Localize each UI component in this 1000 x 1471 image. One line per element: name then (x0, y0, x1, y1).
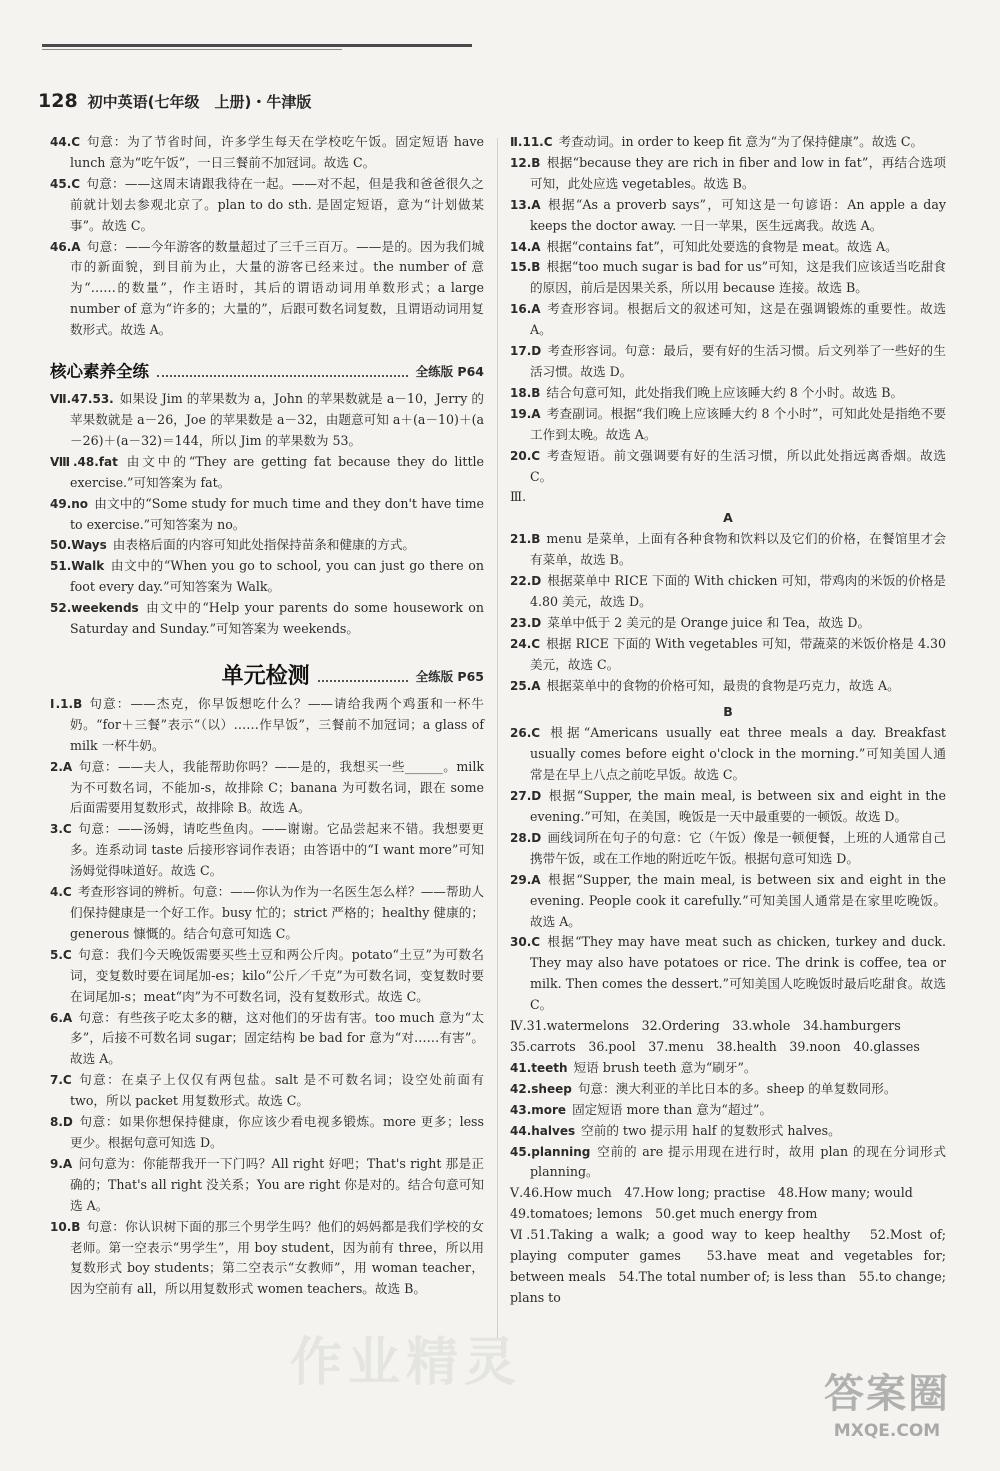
answer-text: 画线词所在句子的句意：它（午饭）像是一顿便餐，上班的人通常自己携带午饭，或在工作地的附近吃午饭。根据句意可知选 D。 (530, 829, 946, 866)
answer-number: 43.more (510, 1102, 567, 1117)
answer-number: 12.B (510, 155, 541, 170)
answer-text: 句意：如果你想保持健康，你应该少看电视多锻炼。more 更多；less 更少。根据句意可知选 D。 (70, 1114, 484, 1150)
answer-text: 固定短语 more than 意为“超过”。 (572, 1101, 773, 1117)
answer-text: 根据“Supper, the main meal, is between six and eight in the evening. People cook it carefully.”可知美国人通常是在家里吃晚饭。故选 A。 (530, 871, 946, 929)
right-column (510, 132, 946, 1309)
answer-item (50, 757, 484, 820)
answer-number: 50.Ways (50, 538, 107, 553)
answer-number: 27.D (510, 789, 542, 804)
answer-number: 42.sheep (510, 1081, 572, 1096)
answer-text: 根据“too much sugar is bad for us”可知，这是我们应该适当吃甜食的原因，前后是因果关系，所以用 because 连接。故选 B。 (530, 259, 946, 296)
answer-number: 49.no (50, 496, 89, 511)
answer-text: 短语 brush teeth 意为“刷牙”。 (573, 1059, 757, 1075)
answer-text: 句意：在桌子上仅仅有两包盐。salt 是不可数名词；设空处前面有 two，所以 packet 用复数形式。故选 C。 (70, 1072, 484, 1109)
answer-item (50, 882, 484, 945)
answer-number: 46.A (50, 239, 81, 254)
answer-text: 句意：——这周末请跟我待在一起。——对不起，但是我和爸爸很久之前就计划去参观北京了。plan to do sth. 是固定短语，意为“计划做某事”。故选 C。 (70, 175, 484, 233)
left-column (50, 132, 484, 1300)
answer-item (510, 1100, 946, 1121)
answer-text: 句意：澳大利亚的羊比日本的多。sheep 的单复数同形。 (577, 1080, 897, 1096)
answer-item (50, 1217, 484, 1301)
answer-text: 句意：——杰克，你早饭想吃什么？——请给我两个鸡蛋和一杯牛奶。“for＋三餐”表示“（以）……作早饭”，三餐前不加冠词；a glass of milk 一杯牛奶。 (70, 695, 485, 753)
answer-item (510, 1142, 946, 1184)
answer-number: Ⅷ.48.fat (50, 454, 118, 469)
answer-item (50, 1112, 484, 1154)
word-answers-line: 49.tomatoes; lemons 50.get much energy from (510, 1206, 818, 1222)
answer-item (510, 1121, 946, 1142)
answer-item (50, 174, 484, 237)
answer-text: 考查形容词。句意：最后，要有好的生活习惯。后文列举了一些好的生活习惯。故选 D。 (530, 343, 946, 379)
answer-text: 由文中的“When you go to school, you can just go there on foot every day.”可知答案为 Walk。 (70, 558, 484, 595)
section-title: 单元检测 (221, 664, 310, 690)
answer-text: 结合句意可知，此处指我们晚上应该睡大约 8 个小时。故选 B。 (546, 384, 904, 400)
answer-item (50, 535, 484, 556)
answer-text: 根据“because they are rich in fiber and low in fat”，再结合选项可知，此处应选 vegetables。故选 B。 (530, 154, 946, 191)
section-heading-core (50, 349, 484, 383)
answer-text: 考查动词。in order to keep fit 意为“为了保持健康”。故选 C。 (558, 134, 924, 149)
answer-text: 根据“As a proverb says”，可知这是一句谚语：An apple a day keeps the doctor away. 一日一苹果，医生远离我。故选 A。 (530, 196, 946, 233)
answer-text: 空前的 are 提示用现在进行时，故用 plan 的现在分词形式 planning。 (530, 1143, 946, 1180)
answer-text: 菜单中低于 2 美元的是 Orange juice 和 Tea，故选 D。 (547, 614, 871, 630)
answer-text: 根据“Supper, the main meal, is between six and eight in the evening.”可知，在美国，晚饭是一天中最重要的一顿饭。故选 D。 (530, 788, 946, 824)
section-heading-unit-test (50, 654, 484, 688)
answer-number: Ⅰ.1.B (50, 696, 83, 711)
answer-item (50, 237, 484, 342)
answer-number: 4.C (50, 885, 72, 900)
answer-item (510, 613, 946, 634)
answer-number: 2.A (50, 759, 73, 774)
dotted-leader (157, 375, 408, 377)
answer-group-cloze (510, 132, 946, 487)
answer-text: 根据“They may have meat such as chicken, turkey and duck. They may also have potatoes or rice. The drink is coffee, tea or milk. Then comes the dessert.”可知美国人吃晚饭时最后吃甜食。故选 C。 (530, 934, 946, 1013)
answer-item (510, 195, 946, 237)
answer-number: 6.A (50, 1010, 73, 1025)
answer-number: 10.B (50, 1219, 81, 1234)
section-page-ref: 全练版 P64 (415, 364, 484, 380)
answer-item (510, 1079, 946, 1100)
answer-number: 44.C (50, 135, 81, 149)
logo-text: 答案圈 (824, 1370, 950, 1417)
answer-number: 19.A (510, 406, 541, 421)
book-title: 初中英语(七年级 上册)・牛津版 (87, 93, 312, 111)
answer-text: 由文中的“They are getting fat because they do little exercise.”可知答案为 fat。 (70, 453, 484, 490)
answer-number: 13.A (510, 197, 541, 212)
passage-a-heading: A (723, 510, 733, 526)
answer-number: 28.D (510, 830, 542, 845)
answer-item (50, 452, 484, 494)
answer-text: 考查形容词。根据后文的叙述可知，这是在强调锻炼的重要性。故选 A。 (530, 301, 946, 338)
answer-text: 句意：有些孩子吃太多的糖，这对他们的牙齿有害。too much 意为“太多”，后接不可数名词 sugar；固定结构 be bad for 意为“对……有害”。故选 A。 (70, 1009, 484, 1067)
answer-number: 44.halves (510, 1123, 576, 1138)
answer-group-iv (510, 1058, 946, 1183)
answer-item (50, 1154, 484, 1217)
answer-text: 由表格后面的内容可知此处指保持苗条和健康的方式。 (112, 537, 416, 553)
answer-number: Ⅱ.11.C (510, 135, 553, 149)
answer-item (50, 1008, 484, 1071)
answer-number: 30.C (510, 935, 541, 950)
answer-item (510, 723, 946, 786)
answer-item (50, 556, 484, 598)
answer-number: 26.C (510, 726, 541, 741)
page-number: 128 (38, 90, 78, 112)
answer-item (50, 819, 484, 882)
answer-number: 5.C (50, 947, 72, 962)
word-answers-line: Ⅳ.31.watermelons 32.Ordering 33.whole 34.hamburgers (510, 1018, 901, 1034)
section-title: 核心素养全练 (50, 362, 149, 382)
answer-item (510, 341, 946, 383)
answer-item (510, 299, 946, 341)
answer-text: 根据菜单中 RICE 下面的 With chicken 可知，带鸡肉的米饭的价格是 4.80 美元，故选 D。 (530, 573, 946, 609)
answer-text: 根据“contains fat”，可知此处要选的食物是 meat。故选 A。 (546, 238, 898, 254)
page-header (38, 90, 311, 122)
answer-item (510, 634, 946, 676)
answer-text: 由文中的“Help your parents do some housework on Saturday and Sunday.”可知答案为 weekends。 (70, 600, 484, 637)
answer-item (510, 404, 946, 446)
word-answers-line: 35.carrots 36.pool 37.menu 38.health 39.noon 40.glasses (510, 1038, 920, 1054)
logo-site: MXQE.COM (833, 1420, 941, 1441)
answer-number: 25.A (510, 678, 541, 693)
answer-text: 如果设 Jim 的苹果数为 a，John 的苹果数就是 a－10，Jerry 的苹果数就是 a－26，Joe 的苹果数是 a－32，由题意可知 a＋(a－10)＋(a－26)＋(a－32)＝144，所以 Jim 的苹果数为 53。 (70, 391, 485, 448)
answer-item (50, 598, 484, 640)
answer-item (510, 446, 946, 488)
answer-number: 52.weekends (50, 601, 139, 616)
answer-number: 17.D (510, 344, 542, 359)
answer-group-a (510, 529, 946, 696)
answer-text: 句意：你认识树下面的那三个男学生吗？他们的妈妈都是我们学校的女老师。第一空表示“男学生”，用 boy student，因为前有 three，所以用复数形式 boy students；第二空表示“女教师”，用 woman teacher，因为空前有 all，所以用复数形式 women teachers。故选 B。 (70, 1218, 484, 1297)
answer-text: 句意：我们今天晚饭需要买些土豆和两公斤肉。potato“土豆”为可数名词，变复数时要在词尾加-es；kilo“公斤／千克”为可数名词，变复数时要在词尾加-s；meat“肉”为不可数名词，没有复数形式。故选 C。 (70, 946, 484, 1004)
answer-item (510, 529, 946, 571)
answer-item (510, 132, 946, 153)
answer-item (510, 676, 946, 697)
answer-item (510, 1058, 946, 1079)
passage-b-heading: B (723, 704, 733, 720)
answer-item (510, 237, 946, 258)
answer-item (50, 132, 484, 174)
answer-text: 句意：为了节省时间，许多学生每天在学校吃午饭。固定短语 have lunch 意为“吃午饭”，一日三餐前不加冠词。故选 C。 (70, 134, 484, 170)
answer-number: 3.C (50, 822, 72, 837)
answer-number: 18.B (510, 385, 541, 400)
answer-number: 24.C (510, 636, 541, 651)
answer-number: 20.C (510, 448, 541, 463)
answer-text: 根据 RICE 下面的 With vegetables 可知，带蔬菜的米饭价格是 4.30 美元，故选 C。 (530, 635, 946, 672)
answer-item (50, 389, 484, 452)
column-divider (497, 138, 498, 1338)
section-page-ref: 全练版 P65 (415, 669, 484, 685)
answer-text: 句意：——今年游客的数量超过了三千三百万。——是的。因为我们城市的新面貌，到目前为止，大量的游客已经来过。the number of 意为“……的数量”，作主语时，其后的谓语动词用单数形式；a large number of 意为“许多的；大量的”，后跟可数名词复数，且谓语动词用复数形式。故选 A。 (70, 238, 484, 338)
answer-item (50, 694, 484, 757)
answer-text: 由文中的“Some study for much time and they don't have time to exercise.”可知答案为 no。 (70, 495, 484, 532)
answer-number: 7.C (50, 1073, 72, 1088)
answer-number: 23.D (510, 615, 542, 630)
answer-number: 45.C (50, 176, 81, 191)
answer-text: 空前的 two 提示用 half 的复数形式 halves。 (581, 1122, 841, 1138)
answer-item (510, 828, 946, 870)
answer-item (50, 1070, 484, 1112)
answer-number: 51.Walk (50, 559, 105, 574)
answer-item (50, 494, 484, 536)
answer-item (510, 932, 946, 1016)
answer-number: 8.D (50, 1115, 73, 1130)
header-rule-thin (42, 49, 342, 50)
answer-item (510, 786, 946, 828)
answer-item (510, 870, 946, 933)
answer-number: 14.A (510, 239, 541, 254)
word-answers-line: Ⅴ.46.How much 47.How long; practise 48.How many; would (510, 1185, 913, 1201)
answer-number: 21.B (510, 532, 541, 547)
answer-group-top (50, 132, 484, 341)
answer-number: 15.B (510, 260, 541, 275)
header-rule (42, 44, 472, 47)
answer-group-mid (50, 389, 484, 640)
answer-number: 9.A (50, 1156, 73, 1171)
watermark: 作业精灵 (290, 1332, 523, 1393)
answer-text: 考查形容词的辨析。句意：——你认为作为一名医生怎么样？——帮助人们保持健康是一个好工作。busy 忙的；strict 严格的；healthy 健康的；generous 慷慨的。结合句意可知选 C。 (70, 884, 484, 941)
sentence-answers: Ⅵ.51.Taking a walk; a good way to keep healthy 52.Most of; playing computer games 53.have meat and vegetables for; between meals 54.The total number of; is less than 55.to change; plans to (510, 1227, 946, 1305)
answer-number: 16.A (510, 302, 541, 317)
answer-number: 22.D (510, 574, 542, 589)
answer-number: Ⅶ.47.53. (50, 392, 114, 407)
answer-text: 根据菜单中的食物的价格可知，最贵的食物是巧克力，故选 A。 (546, 677, 900, 693)
answer-text: 考查短语。前文强调要有好的生活习惯，所以此处指远离香烟。故选 C。 (530, 447, 946, 484)
answer-number: 45.planning (510, 1144, 591, 1159)
answer-item (510, 383, 946, 404)
site-logo (812, 1357, 962, 1445)
answer-text: 考查副词。根据“我们晚上应该睡大约 8 个小时”，可知此处是指绝不要工作到太晚。故选 A。 (530, 405, 946, 442)
answer-text: menu 是菜单，上面有各种食物和饮料以及它们的价格，在餐馆里才会有菜单，故选 B。 (530, 531, 946, 568)
answer-item (510, 257, 946, 299)
answer-number: 29.A (510, 872, 541, 887)
answer-text: 问句意为：你能帮我开一下门吗？All right 好吧；That's right 那是正确的；That's all right 没关系；You are right 你是对的。结合句意可知选 A。 (70, 1155, 484, 1213)
dotted-leader (318, 680, 408, 682)
answer-group-b (510, 723, 946, 1016)
part-label: Ⅲ. (510, 489, 527, 505)
answer-text: 句意：——汤姆，请吃些鱼肉。——谢谢。它品尝起来不错。我想要更多。连系动词 taste 后接形容词作表语；由答语中的“I want more”可知汤姆觉得味道好。故选 C。 (70, 821, 484, 879)
answer-number: 41.teeth (510, 1060, 568, 1075)
answer-item (510, 153, 946, 195)
answer-group-bottom (50, 694, 484, 1300)
answer-text: 根据“Americans usually eat three meals a day. Breakfast usually comes before eight o'clock in the morning.”可知美国人通常是在早上八点之前吃早饭。故选 C。 (530, 725, 946, 783)
answer-text: 句意：——夫人，我能帮助你吗？——是的，我想买一些______。milk 为不可数名词，不能加-s，故排除 C；banana 为可数名词，跟在 some 后面需要用复数形式，故排除 B。故选 A。 (70, 758, 484, 816)
answer-item (50, 945, 484, 1008)
answer-item (510, 571, 946, 613)
